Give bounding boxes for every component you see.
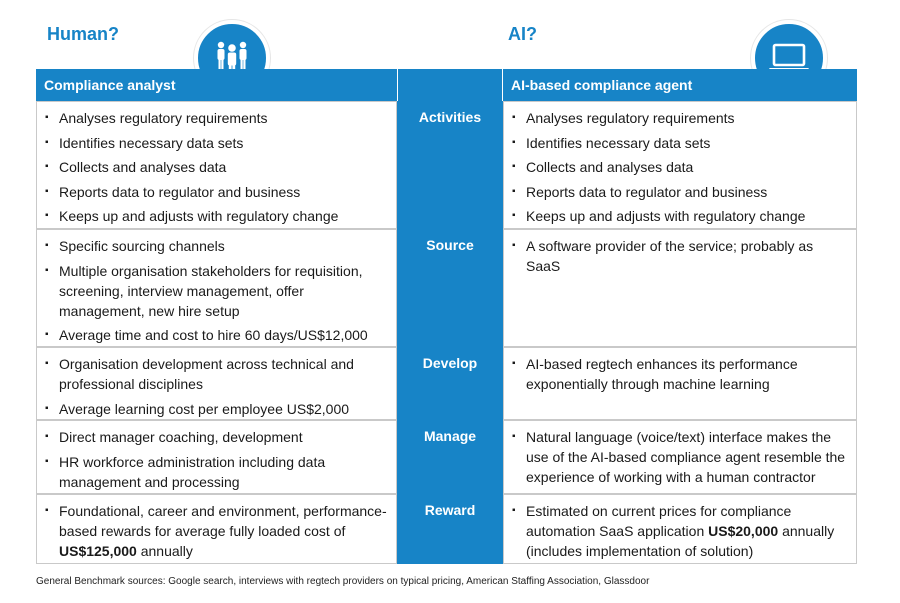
list-item: ▪ Organisation development across technical and professional disciplines	[45, 354, 390, 394]
list-item: ▪ Identifies necessary data sets	[512, 133, 850, 153]
row-label-source: Source	[426, 237, 474, 253]
manage-ai-cell	[503, 420, 857, 494]
list-item: ▪ Reports data to regulator and business	[45, 182, 390, 202]
list-item: ▪ Specific sourcing channels	[45, 236, 390, 256]
list-item	[45, 501, 390, 561]
list-item: ▪ Collects and analyses data	[512, 157, 850, 177]
column-header-right: AI-based compliance agent	[503, 69, 857, 101]
footer-sources: General Benchmark sources: Google search, interviews with regtech providers on typical pricing, American Staffing Association, Glassdoor	[36, 576, 650, 587]
category-column	[397, 101, 503, 564]
list-item: ▪ HR workforce administration including data management and processing	[45, 452, 390, 492]
activities-human-cell	[36, 101, 397, 229]
reward-amount: US$20,000	[708, 523, 779, 539]
activities-ai-cell	[503, 101, 857, 229]
develop-ai-cell	[503, 347, 857, 420]
column-header-left: Compliance analyst	[36, 69, 397, 101]
list-item: ▪ Direct manager coaching, development	[45, 427, 390, 447]
reward-text-end: annually (includes implementation of solution)	[526, 523, 835, 559]
manage-human-cell	[36, 420, 397, 494]
list-item: ▪ Reports data to regulator and business	[512, 182, 850, 202]
column-header-middle	[397, 69, 503, 101]
reward-text: Estimated on current prices for compliance automation SaaS application	[526, 503, 792, 539]
reward-text-end: annually	[136, 543, 193, 559]
list-item: ▪ Multiple organisation stakeholders for requisition, screening, interview management, offer management, new hire setup	[45, 261, 390, 321]
row-label-activities: Activities	[418, 109, 482, 125]
list-item: ▪ Keeps up and adjusts with regulatory change	[45, 206, 390, 226]
human-heading: Human?	[47, 24, 119, 44]
list-item: ▪ Analyses regulatory requirements	[512, 108, 850, 128]
row-label-develop: Develop	[422, 355, 478, 371]
reward-ai-cell	[503, 494, 857, 564]
develop-human-cell	[36, 347, 397, 420]
list-item: ▪ Analyses regulatory requirements	[45, 108, 390, 128]
row-label-reward: Reward	[424, 502, 476, 518]
list-item: ▪ AI-based regtech enhances its performance exponentially through machine learning	[512, 354, 850, 394]
ai-heading: AI?	[508, 24, 537, 44]
list-item	[512, 501, 850, 561]
row-label-manage: Manage	[423, 428, 477, 444]
list-item: ▪ Identifies necessary data sets	[45, 133, 390, 153]
reward-amount: US$125,000	[59, 543, 137, 559]
list-item: ▪ Average time and cost to hire 60 days/US$12,000	[45, 325, 390, 345]
reward-human-cell	[36, 494, 397, 564]
list-item: ▪ Keeps up and adjusts with regulatory change	[512, 206, 850, 226]
source-ai-cell	[503, 229, 857, 347]
list-item: ▪ Collects and analyses data	[45, 157, 390, 177]
list-item: ▪ Natural language (voice/text) interface makes the use of the AI-based compliance agent resemble the experience of working with a human contractor	[512, 427, 850, 487]
list-item: ▪ Average learning cost per employee US$2,000	[45, 399, 390, 419]
list-item: ▪ A software provider of the service; probably as SaaS	[512, 236, 850, 276]
source-human-cell	[36, 229, 397, 347]
reward-text: Foundational, career and environment, performance-based rewards for average fully loaded cost of	[59, 503, 387, 539]
